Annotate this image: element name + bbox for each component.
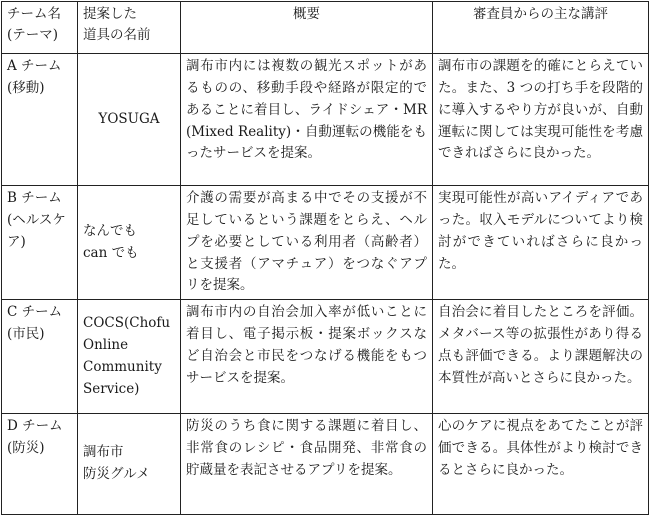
header-row bbox=[2, 2, 649, 54]
team-cell: C チーム (市民) bbox=[2, 300, 78, 414]
team-cell: A チーム (移動) bbox=[2, 54, 78, 186]
summary-cell: 調布市内の自治会加入率が低いことに着目し、電子掲示板・提案ボックスなど自治会と市民をつなげる機能をもつサービスを提案。 bbox=[181, 300, 433, 414]
tool-cell: 調布市 防災グルメ bbox=[78, 414, 181, 515]
table-row-team-b bbox=[2, 186, 649, 300]
tool-cell: なんでも can でも bbox=[78, 186, 181, 300]
header-tool: 提案した 道具の名前 bbox=[78, 2, 181, 54]
table-row-team-c bbox=[2, 300, 649, 414]
team-cell: B チーム (ヘルスケア) bbox=[2, 186, 78, 300]
tool-cell: COCS(Chofu Online Community Service) bbox=[78, 300, 181, 414]
summary-cell: 防災のうち食に関する課題に着目し、非常食のレシピ・食品開発、非常食の貯蔵量を表記させるアプリを提案。 bbox=[181, 414, 433, 515]
proposals-table bbox=[1, 1, 649, 515]
review-cell: 自治会に着目したところを評価。メタバース等の拡張性があり得る点も評価できる。より課題解決の本質性が高いとさらに良かった。 bbox=[433, 300, 649, 414]
review-cell: 調布市の課題を的確にとらえていた。また、3 つの打ち手を段階的に導入するやり方が良いが、自動運転に関しては実現可能性を考慮できればさらに良かった。 bbox=[433, 54, 649, 186]
header-summary: 概要 bbox=[181, 2, 433, 54]
summary-cell: 介護の需要が高まる中でその支援が不足しているという課題をとらえ、ヘルプを必要としている利用者（高齢者）と支援者（アマチュア）をつなぐアプリを提案。 bbox=[181, 186, 433, 300]
review-cell: 心のケアに視点をあてたことが評価できる。具体性がより検討できるとさらに良かった。 bbox=[433, 414, 649, 515]
tool-cell: YOSUGA bbox=[78, 54, 181, 186]
review-cell: 実現可能性が高いアイディアであった。収入モデルについてより検討ができていればさらに良かった。 bbox=[433, 186, 649, 300]
header-team: チーム名 (テーマ) bbox=[2, 2, 78, 54]
team-cell: D チーム (防災) bbox=[2, 414, 78, 515]
summary-cell: 調布市内には複数の観光スポットがあるものの、移動手段や経路が限定的であることに着目し、ライドシェア・MR(Mixed Reality)・自動運転の機能をもったサービスを提案。 bbox=[181, 54, 433, 186]
table-row-team-d bbox=[2, 414, 649, 515]
table-row-team-a bbox=[2, 54, 649, 186]
header-review: 審査員からの主な講評 bbox=[433, 2, 649, 54]
